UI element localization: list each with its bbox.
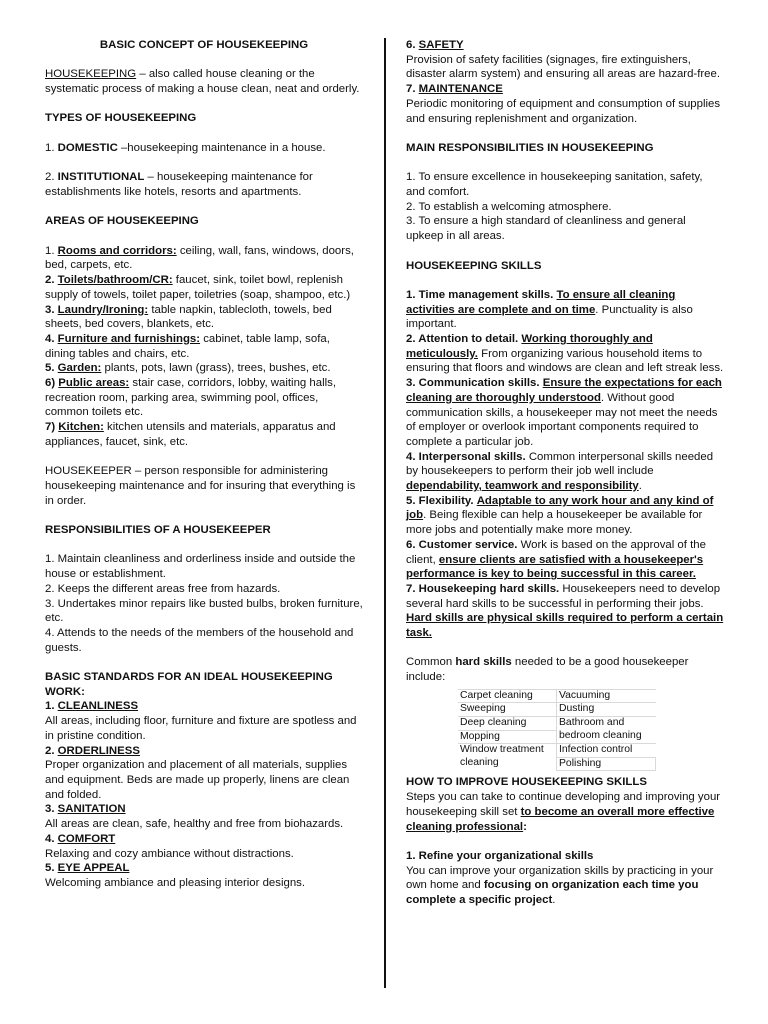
standard-title: 1. CLEANLINESS xyxy=(45,700,139,713)
types-heading: TYPES OF HOUSEKEEPING xyxy=(45,112,197,125)
area-item: 3. Laundry/Ironing: table napkin, tablecloth, towels, bed sheets, bed covers, blankets, etc. xyxy=(45,303,332,331)
standard-title: 2. ORDERLINESS xyxy=(45,744,140,757)
skill-item: 5. Flexibility. Adaptable to any work hour and any kind of job. Being flexible can help a housekeeper be available for more jobs and potentially make more money. xyxy=(406,494,714,537)
standard-text: Proper organization and placement of all materials, supplies and equipment. Beds are made up properly, linens are clean and folded. xyxy=(45,759,350,801)
right-column xyxy=(406,38,724,908)
standard-title: 7. MAINTENANCE xyxy=(406,83,503,96)
main-responsibility-item: 2. To establish a welcoming atmosphere. xyxy=(406,200,612,213)
area-item: 5. Garden: plants, pots, lawn (grass), trees, bushes, etc. xyxy=(45,362,331,375)
standard-text: All areas, including floor, furniture and fixture are spotless and in pristine condition. xyxy=(45,715,357,742)
improve-intro: Steps you can take to continue developing and improving your housekeeping skill set to become an overall more effective cleaning professional: xyxy=(406,791,721,833)
area-item: 1. Rooms and corridors: ceiling, wall, fans, windows, doors, bed, carpets, etc. xyxy=(45,244,354,272)
area-item: 6) Public areas: stair case, corridors, lobby, waiting halls, recreation room, parking area, swimming pool, offices, common toilets etc. xyxy=(45,377,337,419)
areas-heading: AREAS OF HOUSEKEEPING xyxy=(45,215,199,228)
hard-skills-intro: Common hard skills needed to be a good housekeeper include: xyxy=(406,656,689,684)
column-divider xyxy=(384,38,386,988)
table-row xyxy=(458,717,656,731)
main-responsibilities-heading: MAIN RESPONSIBILITIES IN HOUSEKEEPING xyxy=(406,141,654,154)
skill-item: 4. Interpersonal skills. Common interpersonal skills needed by housekeepers to perform their job well include dependability, teamwork and responsibility. xyxy=(406,450,714,493)
skill-item: 6. Customer service. Work is based on the approval of the client, ensure clients are satisfied with a housekeeper's performance is key to being successful in this career. xyxy=(406,538,706,581)
area-item: 7) Kitchen: kitchen utensils and materials, apparatus and appliances, faucet, sink, etc. xyxy=(45,421,336,448)
housekeeper-definition: HOUSEKEEPER – person responsible for administering housekeeping maintenance and for insuring that everything is in order. xyxy=(45,465,356,507)
standard-title: 3. SANITATION xyxy=(45,803,126,816)
responsibilities-heading: RESPONSIBILITIES OF A HOUSEKEEPER xyxy=(45,524,271,537)
table-cell: Deep cleaning xyxy=(458,717,557,731)
page-title: BASIC CONCEPT OF HOUSEKEEPING xyxy=(99,39,309,51)
responsibility-item: 3. Undertakes minor repairs like busted bulbs, broken furniture, etc. xyxy=(45,597,363,625)
table-cell: Window treatment cleaning xyxy=(458,744,557,771)
standards-heading: BASIC STANDARDS FOR AN IDEAL HOUSEKEEPING WORK: xyxy=(45,671,333,698)
type-item-institutional: 2. INSTITUTIONAL – housekeeping maintenance for establishments like hotels, resorts and apartments. xyxy=(45,171,313,198)
skill-item: 2. Attention to detail. Working thoroughly and meticulously. From organizing various household items to ensuring that floors and windows are clean and left streak less. xyxy=(406,333,724,375)
table-cell: Infection control xyxy=(557,744,656,758)
area-item: 4. Furniture and furnishings: cabinet, table lamp, sofa, dining tables and chairs, etc. xyxy=(45,332,330,360)
refine-text: You can improve your organization skills by practicing in your own home and focusing on organization each time you complete a specific project. xyxy=(406,864,714,907)
skills-heading: HOUSEKEEPING SKILLS xyxy=(406,259,542,272)
standard-text: All areas are clean, safe, healthy and free from biohazards. xyxy=(45,818,344,831)
standard-text: Relaxing and cozy ambiance without distractions. xyxy=(45,847,294,860)
table-row xyxy=(458,689,656,703)
housekeeping-definition: HOUSEKEEPING – also called house cleaning or the systematic process of making a house clean, neat and orderly. xyxy=(45,68,360,96)
area-item: 2. Toilets/bathroom/CR: faucet, sink, toilet bowl, replenish supply of towels, toilet paper, toiletries (soap, shampoo, etc.) xyxy=(45,274,351,301)
standard-text: Provision of safety facilities (signages, fire extinguishers, disaster alarm system) and ensuring all areas are hazard-free. xyxy=(406,53,721,81)
standard-title: 5. EYE APPEAL xyxy=(45,862,130,875)
improve-heading: HOW TO IMPROVE HOUSEKEEPING SKILLS xyxy=(406,776,647,789)
refine-title: 1. Refine your organizational skills xyxy=(406,849,594,862)
standard-text: Periodic monitoring of equipment and consumption of supplies and ensuring replenishment and organization. xyxy=(406,97,721,125)
table-cell: Sweeping xyxy=(458,703,557,717)
standard-text: Welcoming ambiance and pleasing interior designs. xyxy=(45,876,306,889)
table-cell: Vacuuming xyxy=(557,689,656,703)
skill-item: 1. Time management skills. To ensure all cleaning activities are complete and on time. Punctuality is also important. xyxy=(406,288,693,331)
skill-item: 7. Housekeeping hard skills. Housekeepers need to develop several hard skills to be successful in performing their jobs. Hard skills are physical skills required to perform a certain task. xyxy=(406,582,724,640)
hard-skills-table xyxy=(458,689,656,772)
standard-title: 4. COMFORT xyxy=(45,832,116,845)
responsibility-item: 1. Maintain cleanliness and orderliness inside and outside the house or establishment. xyxy=(45,553,356,581)
responsibility-item: 2. Keeps the different areas free from hazards. xyxy=(45,582,281,595)
table-cell: Carpet cleaning xyxy=(458,689,557,703)
table-cell: Dusting xyxy=(557,703,656,717)
table-cell: Mopping xyxy=(458,730,557,744)
skill-item: 3. Communication skills. Ensure the expectations for each cleaning are thoroughly understood. Without good communication skills, a housekeeper may not meet the needs of employer or overlook important components required to complete a particular job. xyxy=(406,377,722,448)
table-row xyxy=(458,703,656,717)
responsibility-item: 4. Attends to the needs of the members of the household and guests. xyxy=(45,626,354,654)
table-cell: Polishing xyxy=(557,757,656,771)
type-item-domestic: 1. DOMESTIC –housekeeping maintenance in a house. xyxy=(45,141,326,154)
main-responsibility-item: 3. To ensure a high standard of cleanliness and general upkeep in all areas. xyxy=(406,215,686,243)
standard-title: 6. SAFETY xyxy=(406,39,464,51)
left-column xyxy=(45,38,363,891)
table-cell: Bathroom and bedroom cleaning xyxy=(557,717,656,744)
table-row xyxy=(458,744,656,758)
main-responsibility-item: 1. To ensure excellence in housekeeping sanitation, safety, and comfort. xyxy=(406,171,703,198)
